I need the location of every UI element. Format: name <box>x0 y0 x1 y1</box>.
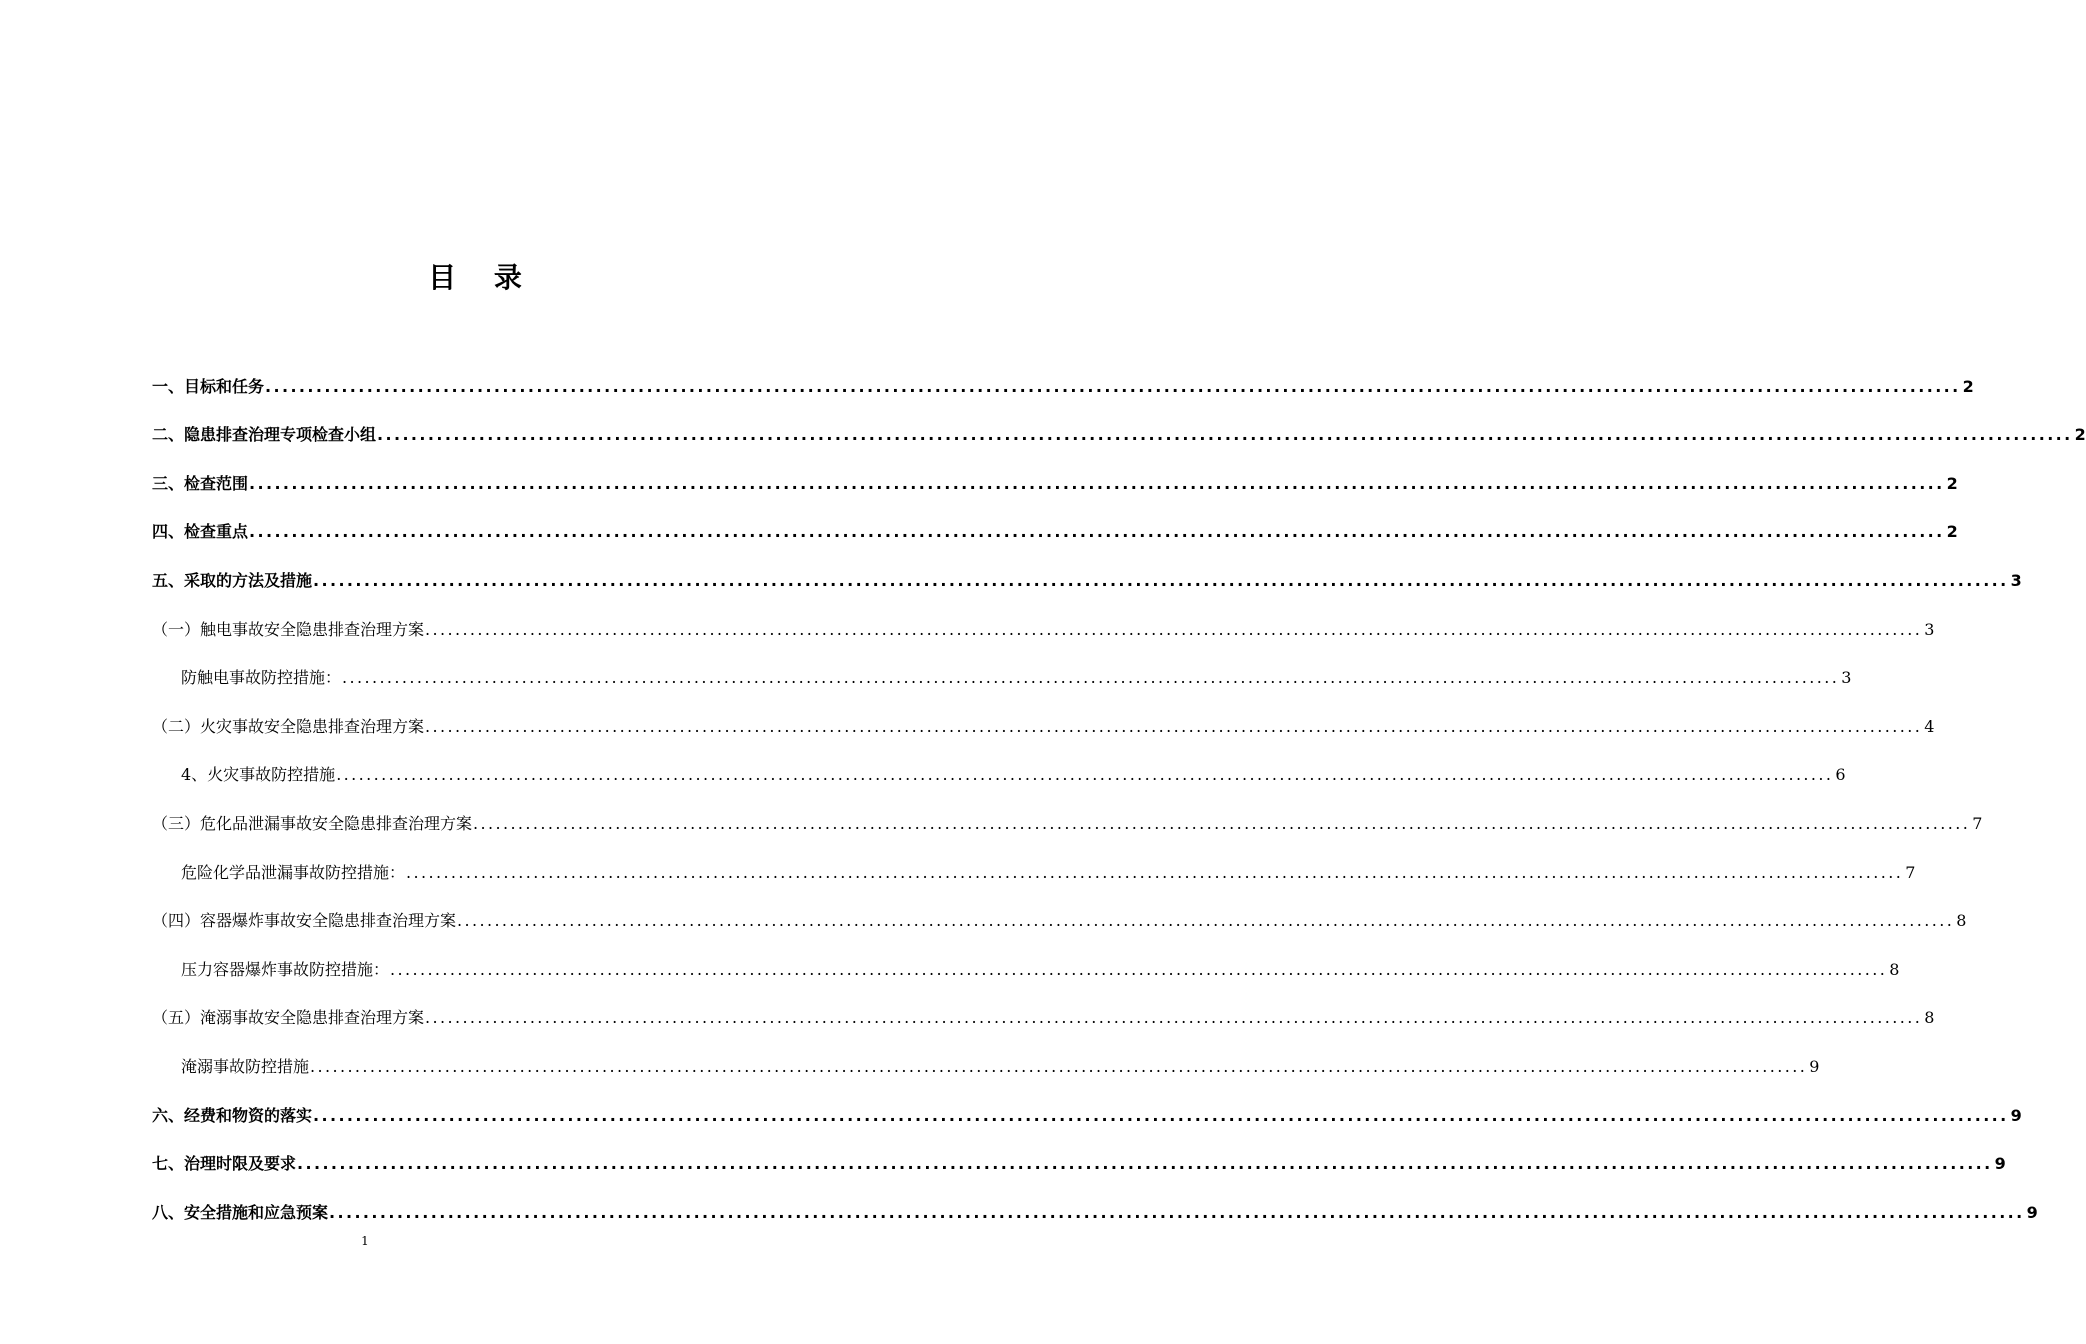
toc-dot-leader: ........................................................................................................................................................................................................ <box>310 1056 1808 1076</box>
toc-entry-page-number: 7 <box>1905 862 1916 882</box>
toc-dot-leader: ........................................................................................................................................................................................................ <box>297 1154 1993 1174</box>
toc-entry-page-number: 3 <box>1924 619 1935 639</box>
toc-entry-label: （一）触电事故安全隐患排查治理方案 <box>152 619 425 639</box>
toc-dot-leader: ........................................................................................................................................................................................................ <box>336 765 1834 785</box>
toc-dot-leader: ........................................................................................................................................................................................................ <box>425 619 1923 639</box>
toc-dot-leader: ........................................................................................................................................................................................................ <box>313 1105 2009 1125</box>
toc-entry-label: 六、经费和物资的落实 <box>152 1105 313 1125</box>
toc-entry-label: （五）淹溺事故安全隐患排查治理方案 <box>152 1008 425 1028</box>
toc-entry[interactable] <box>152 789 1983 838</box>
toc-dot-leader: ........................................................................................................................................................................................................ <box>265 376 1961 396</box>
toc-dot-leader: ........................................................................................................................................................................................................ <box>457 911 1955 931</box>
table-of-contents <box>152 352 2086 1227</box>
toc-dot-leader: ........................................................................................................................................................................................................ <box>425 1008 1923 1028</box>
toc-entry-label: （四）容器爆炸事故安全隐患排查治理方案 <box>152 911 457 931</box>
toc-entry-label: 二、隐患排查治理专项检查小组 <box>152 425 377 445</box>
toc-entry[interactable] <box>152 838 1916 887</box>
toc-dot-leader: ........................................................................................................................................................................................................ <box>425 716 1923 736</box>
toc-dot-leader: ........................................................................................................................................................................................................ <box>377 425 2073 445</box>
toc-dot-leader: ........................................................................................................................................................................................................ <box>390 959 1888 979</box>
toc-entry-label: 四、检查重点 <box>152 522 249 542</box>
toc-entry[interactable] <box>152 449 1958 498</box>
toc-title: 目 录 <box>428 261 536 294</box>
toc-entry[interactable] <box>152 741 1846 790</box>
toc-entry[interactable] <box>152 1032 1820 1081</box>
toc-entry-label: 三、检查范围 <box>152 473 249 493</box>
toc-entry-label: （三）危化品泄漏事故安全隐患排查治理方案 <box>152 813 473 833</box>
toc-entry-page-number: 3 <box>2010 570 2022 590</box>
toc-entry-page-number: 7 <box>1972 813 1983 833</box>
toc-entry[interactable] <box>152 546 2022 595</box>
toc-entry-page-number: 8 <box>1956 911 1967 931</box>
toc-entry[interactable] <box>152 1178 2038 1227</box>
toc-entry[interactable] <box>152 498 1958 547</box>
toc-entry-label: 淹溺事故防控措施 <box>181 1056 310 1076</box>
toc-entry-page-number: 2 <box>1962 376 1974 396</box>
toc-entry-label: 一、目标和任务 <box>152 376 265 396</box>
toc-dot-leader: ........................................................................................................................................................................................................ <box>313 570 2009 590</box>
toc-entry[interactable] <box>152 1130 2006 1179</box>
toc-dot-leader: ........................................................................................................................................................................................................ <box>473 813 1971 833</box>
toc-entry[interactable] <box>152 644 1852 693</box>
toc-entry[interactable] <box>152 352 1974 401</box>
toc-dot-leader: ........................................................................................................................................................................................................ <box>406 862 1904 882</box>
toc-entry-label: 五、采取的方法及措施 <box>152 570 313 590</box>
toc-entry-page-number: 6 <box>1835 765 1846 785</box>
toc-dot-leader: ........................................................................................................................................................................................................ <box>249 473 1945 493</box>
toc-entry[interactable] <box>152 984 1935 1033</box>
toc-entry-page-number: 3 <box>1841 668 1852 688</box>
toc-entry-page-number: 9 <box>2010 1105 2022 1125</box>
toc-dot-leader: ........................................................................................................................................................................................................ <box>249 522 1945 542</box>
toc-entry-page-number: 9 <box>1809 1056 1820 1076</box>
toc-entry-label: 七、治理时限及要求 <box>152 1154 297 1174</box>
toc-entry-label: （二）火灾事故安全隐患排查治理方案 <box>152 716 425 736</box>
toc-entry-page-number: 2 <box>1946 473 1958 493</box>
toc-entry-label: 4、火灾事故防控措施 <box>181 765 336 785</box>
toc-entry-label: 压力容器爆炸事故防控措施： <box>181 959 390 979</box>
toc-entry-label: 防触电事故防控措施： <box>181 668 342 688</box>
toc-entry[interactable] <box>152 887 1967 936</box>
toc-entry[interactable] <box>152 401 2086 450</box>
toc-entry-page-number: 4 <box>1924 716 1935 736</box>
toc-entry-page-number: 2 <box>2074 425 2086 445</box>
toc-dot-leader: ........................................................................................................................................................................................................ <box>342 668 1840 688</box>
toc-entry[interactable] <box>152 595 1935 644</box>
toc-entry-page-number: 2 <box>1946 522 1958 542</box>
toc-dot-leader: ........................................................................................................................................................................................................ <box>329 1202 2025 1222</box>
toc-entry-page-number: 8 <box>1924 1008 1935 1028</box>
toc-entry[interactable] <box>152 935 1900 984</box>
toc-entry-page-number: 9 <box>1994 1154 2006 1174</box>
toc-entry[interactable] <box>152 1081 2022 1130</box>
toc-entry[interactable] <box>152 692 1935 741</box>
page-number-footer: 1 <box>361 1234 369 1248</box>
toc-entry-label: 八、安全措施和应急预案 <box>152 1202 329 1222</box>
toc-entry-label: 危险化学品泄漏事故防控措施： <box>181 862 406 882</box>
toc-entry-page-number: 9 <box>2026 1202 2038 1222</box>
toc-entry-page-number: 8 <box>1889 959 1900 979</box>
